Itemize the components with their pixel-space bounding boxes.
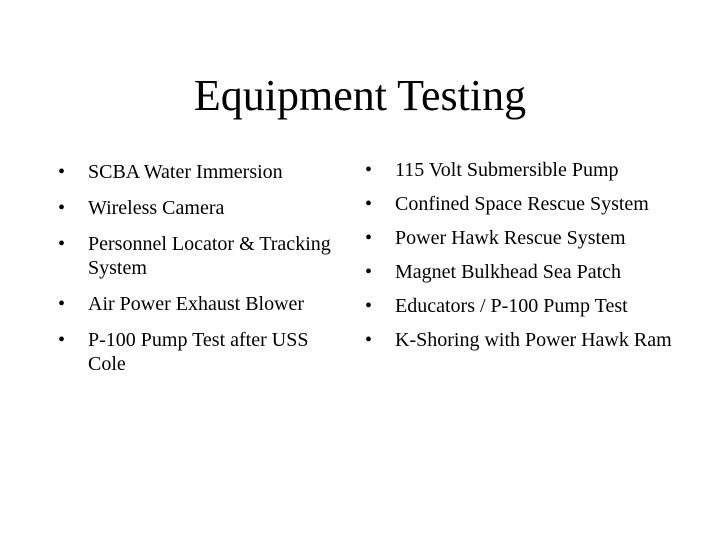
list-item-text: Air Power Exhaust Blower (88, 293, 305, 315)
list-item (58, 160, 348, 184)
list-item-text: P-100 Pump Test after USS Cole (88, 329, 309, 375)
list-item-text: SCBA Water Immersion (88, 161, 283, 183)
list-item (365, 226, 685, 250)
list-item (365, 158, 685, 182)
list-item-text: Personnel Locator & Tracking System (88, 233, 331, 279)
bullet-icon: • (58, 329, 66, 351)
bullet-icon: • (58, 233, 66, 255)
list-item (58, 232, 348, 280)
list-item (58, 196, 348, 220)
bullet-icon: • (365, 159, 373, 181)
list-item-text: K-Shoring with Power Hawk Ram (395, 329, 672, 351)
bullet-icon: • (58, 161, 66, 183)
list-item (365, 294, 685, 318)
list-item (365, 260, 685, 284)
list-item (58, 328, 348, 376)
bullet-icon: • (365, 329, 373, 351)
list-item (365, 328, 685, 352)
list-item-text: Wireless Camera (88, 197, 225, 219)
slide-title: Equipment Testing (193, 71, 527, 120)
list-item-text: Confined Space Rescue System (395, 193, 649, 215)
bullet-icon: • (58, 197, 66, 219)
left-bullet-list (58, 160, 348, 388)
bullet-icon: • (365, 295, 373, 317)
bullet-icon: • (58, 293, 66, 315)
bullet-icon: • (365, 193, 373, 215)
list-item-text: Educators / P-100 Pump Test (395, 295, 628, 317)
list-item-text: Power Hawk Rescue System (395, 227, 626, 249)
bullet-icon: • (365, 227, 373, 249)
list-item (58, 292, 348, 316)
bullet-icon: • (365, 261, 373, 283)
right-bullet-list (365, 158, 685, 362)
list-item-text: 115 Volt Submersible Pump (395, 159, 619, 181)
list-item (365, 192, 685, 216)
list-item-text: Magnet Bulkhead Sea Patch (395, 261, 622, 283)
